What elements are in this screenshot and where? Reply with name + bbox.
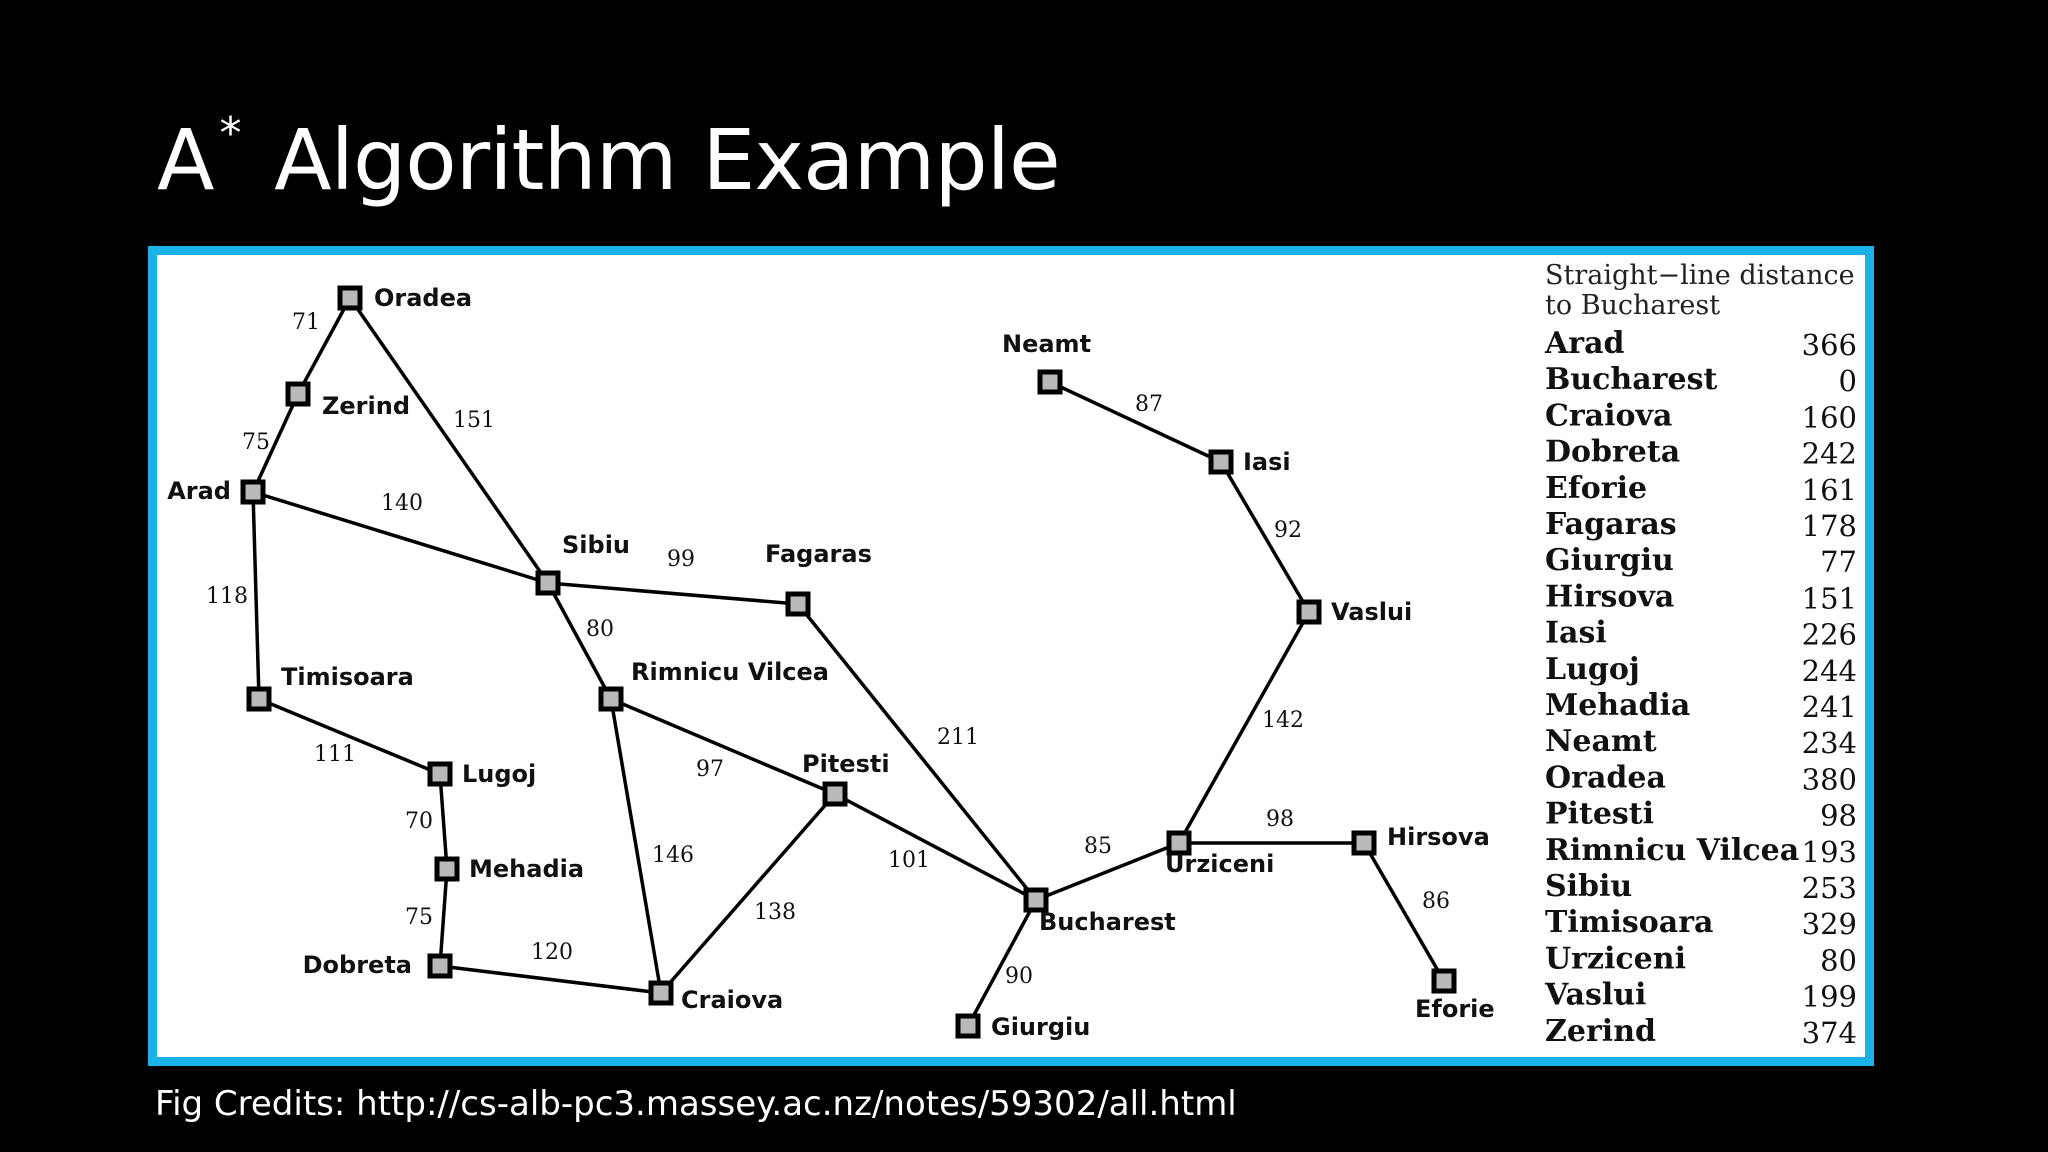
road-distance-dobreta-craiova: 120 — [531, 940, 573, 965]
road-distance-mehadia-dobreta: 75 — [405, 905, 433, 930]
sld-row-value-iasi: 226 — [1801, 617, 1857, 652]
city-label-vaslui: Vaslui — [1331, 598, 1413, 626]
figure-panel — [148, 246, 1874, 1066]
road-craiova-pitesti — [661, 794, 835, 993]
slide-title-main: A — [157, 111, 214, 209]
road-distance-hirsova-eforie: 86 — [1422, 889, 1450, 914]
road-pitesti-bucharest — [835, 794, 1036, 900]
sld-row-value-lugoj: 244 — [1801, 653, 1857, 688]
road-distance-neamt-iasi: 87 — [1135, 392, 1163, 417]
sld-row-city-rimnicu-vilcea: Rimnicu Vilcea — [1545, 832, 1800, 868]
sld-row-value-zerind: 374 — [1801, 1015, 1857, 1050]
city-node-timisoara — [249, 689, 269, 709]
road-distance-vaslui-urziceni: 142 — [1262, 708, 1304, 733]
sld-row-value-sibiu: 253 — [1801, 871, 1857, 905]
sld-row-value-craiova: 160 — [1801, 400, 1857, 435]
road-distance-oradea-sibiu: 151 — [453, 408, 495, 433]
sld-heading-line2: to Bucharest — [1545, 290, 1721, 321]
city-node-vaslui — [1299, 602, 1319, 622]
road-bucharest-giurgiu — [968, 900, 1036, 1026]
sld-row-value-hirsova: 151 — [1801, 581, 1857, 616]
road-distance-rimnicu-craiova: 146 — [652, 843, 694, 868]
sld-row-value-bucharest: 0 — [1838, 364, 1857, 399]
sld-row-city-craiova: Craiova — [1545, 398, 1673, 434]
sld-row-value-fagaras: 178 — [1801, 509, 1857, 543]
city-label-fagaras: Fagaras — [765, 540, 872, 568]
city-label-giurgiu: Giurgiu — [991, 1013, 1091, 1041]
road-distance-craiova-pitesti: 138 — [754, 900, 796, 925]
road-distance-urziceni-hirsova: 98 — [1266, 807, 1294, 832]
sld-row-value-rimnicu-vilcea: 193 — [1801, 834, 1857, 869]
city-label-oradea: Oradea — [374, 284, 473, 312]
road-distance-arad-sibiu: 140 — [381, 491, 423, 516]
city-node-craiova — [651, 983, 671, 1003]
city-label-rimnicu: Rimnicu Vilcea — [631, 658, 829, 686]
sld-row-value-pitesti: 98 — [1820, 798, 1857, 833]
road-distance-pitesti-bucharest: 101 — [888, 848, 930, 873]
road-distance-sibiu-rimnicu: 80 — [586, 617, 614, 642]
sld-row-city-arad: Arad — [1545, 326, 1625, 361]
slide-title-rest: Algorithm Example — [248, 111, 1060, 209]
road-arad-timisoara — [253, 492, 259, 699]
city-label-lugoj: Lugoj — [462, 760, 537, 788]
city-node-hirsova — [1354, 833, 1374, 853]
city-node-sibiu — [538, 573, 558, 593]
city-node-oradea — [340, 288, 360, 308]
city-label-urziceni: Urziceni — [1165, 850, 1275, 878]
road-distance-bucharest-giurgiu: 90 — [1005, 964, 1033, 989]
sld-row-value-neamt: 234 — [1801, 726, 1857, 761]
sld-row-value-arad: 366 — [1801, 328, 1857, 362]
slide-title-superscript: * — [219, 108, 241, 159]
romania-map-diagram — [157, 255, 1865, 1057]
city-node-giurgiu — [958, 1016, 978, 1036]
sld-row-city-sibiu: Sibiu — [1545, 869, 1633, 904]
road-distance-bucharest-urziceni: 85 — [1084, 834, 1112, 859]
straight-line-distance-table — [1544, 260, 1857, 1050]
sld-row-city-giurgiu: Giurgiu — [1545, 543, 1674, 579]
sld-row-city-iasi: Iasi — [1545, 615, 1607, 651]
city-label-neamt: Neamt — [1002, 330, 1092, 358]
sld-row-value-oradea: 380 — [1801, 762, 1857, 797]
road-distance-timisoara-lugoj: 111 — [314, 742, 356, 767]
city-node-neamt — [1040, 372, 1060, 392]
slide-title — [157, 108, 1060, 209]
sld-row-city-vaslui: Vaslui — [1545, 977, 1647, 1013]
sld-row-city-dobreta: Dobreta — [1545, 434, 1681, 470]
city-node-mehadia — [437, 859, 457, 879]
sld-row-value-giurgiu: 77 — [1820, 545, 1857, 580]
city-node-pitesti — [825, 784, 845, 804]
road-distance-iasi-vaslui: 92 — [1274, 518, 1302, 543]
city-label-craiova: Craiova — [681, 986, 784, 1014]
sld-row-value-eforie: 161 — [1801, 472, 1857, 507]
city-label-timisoara: Timisoara — [281, 663, 414, 691]
city-label-iasi: Iasi — [1243, 448, 1291, 476]
city-label-pitesti: Pitesti — [802, 750, 890, 778]
city-label-arad: Arad — [167, 477, 231, 505]
city-label-eforie: Eforie — [1415, 995, 1495, 1023]
sld-row-value-timisoara: 329 — [1801, 907, 1857, 942]
sld-row-city-zerind: Zerind — [1545, 1013, 1656, 1049]
city-label-zerind: Zerind — [322, 392, 411, 420]
city-node-lugoj — [430, 764, 450, 784]
sld-row-city-hirsova: Hirsova — [1545, 579, 1675, 615]
sld-row-city-urziceni: Urziceni — [1545, 941, 1686, 977]
road-oradea-sibiu — [350, 298, 548, 583]
city-node-zerind — [288, 384, 308, 404]
sld-row-value-urziceni: 80 — [1820, 943, 1857, 978]
road-distance-arad-timisoara: 118 — [206, 584, 248, 609]
sld-row-value-dobreta: 242 — [1801, 436, 1857, 471]
road-distance-lugoj-mehadia: 70 — [405, 809, 433, 834]
city-node-rimnicu — [601, 689, 621, 709]
road-distance-sibiu-fagaras: 99 — [667, 547, 695, 572]
city-labels — [167, 284, 1494, 1041]
sld-row-city-oradea: Oradea — [1545, 760, 1666, 796]
sld-row-value-vaslui: 199 — [1801, 979, 1857, 1014]
road-lugoj-mehadia — [440, 774, 447, 869]
city-node-arad — [243, 482, 263, 502]
sld-row-city-lugoj: Lugoj — [1545, 651, 1640, 687]
city-label-hirsova: Hirsova — [1387, 823, 1490, 851]
road-distance-fagaras-bucharest: 211 — [937, 725, 979, 750]
city-node-bucharest — [1026, 890, 1046, 910]
city-node-eforie — [1434, 971, 1454, 991]
city-label-bucharest: Bucharest — [1039, 908, 1176, 936]
sld-row-city-neamt: Neamt — [1545, 724, 1657, 760]
sld-heading-line1: Straight−line distance — [1545, 260, 1855, 291]
road-sibiu-fagaras — [548, 583, 798, 604]
city-label-sibiu: Sibiu — [562, 531, 631, 559]
city-node-fagaras — [788, 594, 808, 614]
sld-row-city-bucharest: Bucharest — [1545, 362, 1718, 398]
road-distance-rimnicu-pitesti: 97 — [696, 757, 724, 782]
road-mehadia-dobreta — [440, 869, 447, 966]
sld-row-city-pitesti: Pitesti — [1545, 796, 1655, 832]
city-label-dobreta: Dobreta — [302, 951, 412, 979]
road-distance-zerind-arad: 75 — [242, 430, 270, 455]
sld-row-city-mehadia: Mehadia — [1545, 688, 1691, 723]
city-label-mehadia: Mehadia — [469, 855, 585, 883]
sld-row-city-timisoara: Timisoara — [1545, 905, 1714, 941]
road-dobreta-craiova — [440, 966, 661, 993]
sld-row-value-mehadia: 241 — [1801, 690, 1857, 724]
figure-credits: Fig Credits: http://cs-alb-pc3.massey.ac.nz/notes/59302/all.html — [155, 1084, 1237, 1124]
city-node-iasi — [1211, 452, 1231, 472]
road-distance-oradea-zerind: 71 — [292, 310, 320, 335]
sld-row-city-eforie: Eforie — [1545, 470, 1648, 506]
city-node-dobreta — [430, 956, 450, 976]
sld-row-city-fagaras: Fagaras — [1545, 507, 1677, 542]
